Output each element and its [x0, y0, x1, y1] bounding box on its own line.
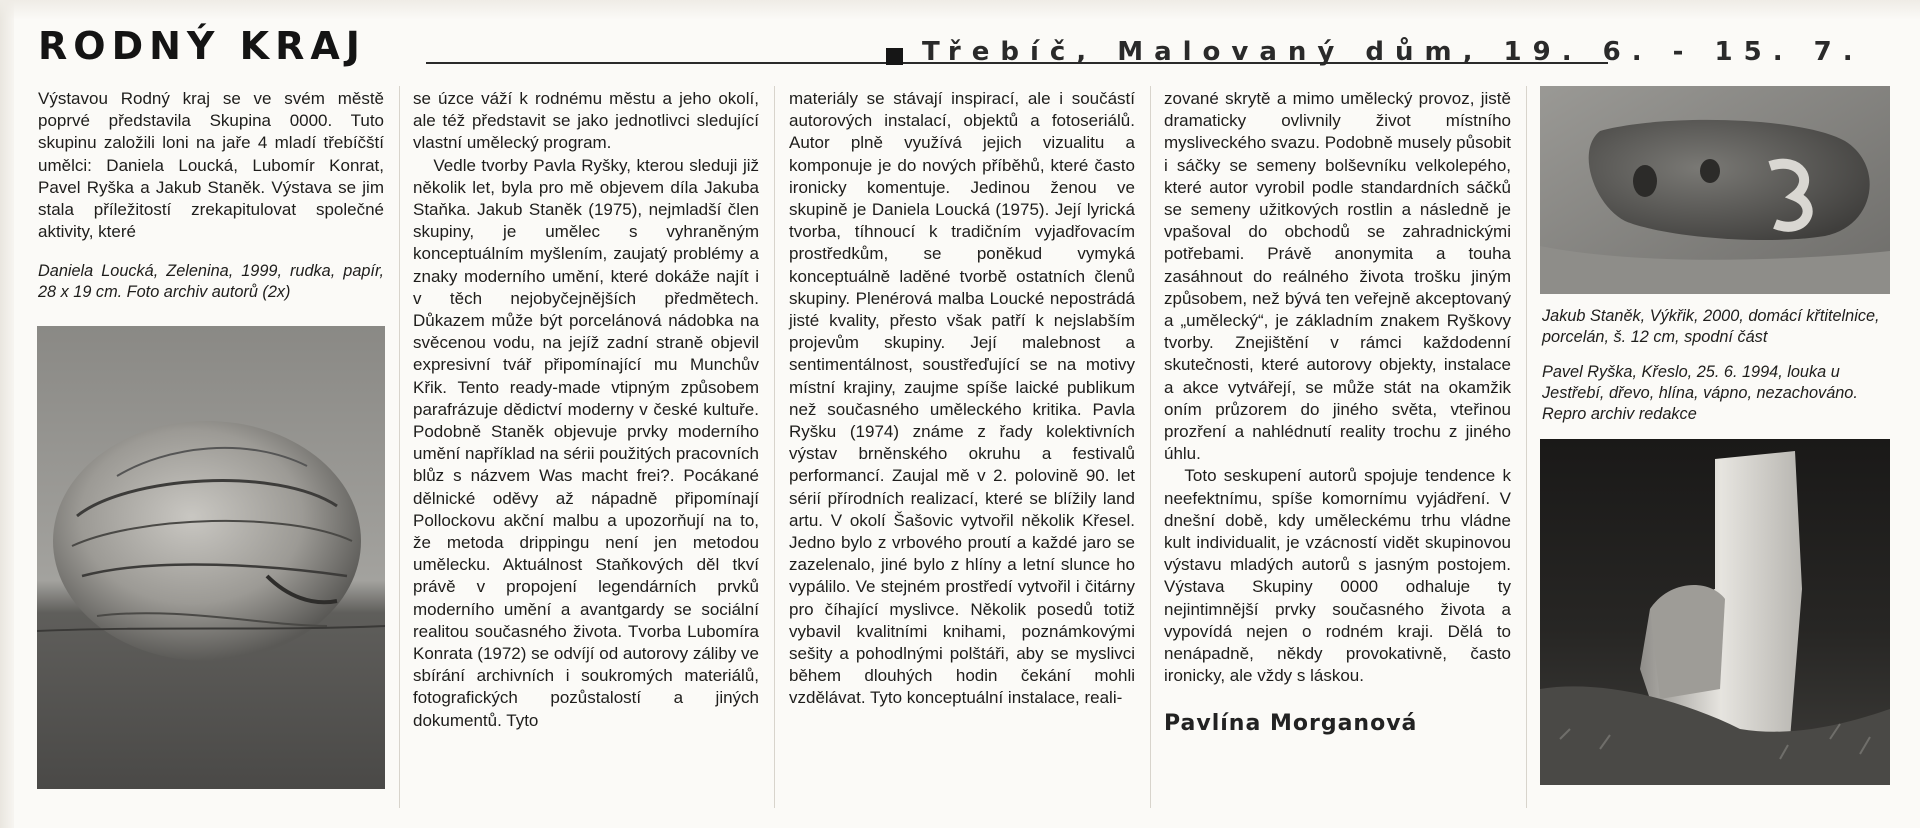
photo-3-caption: Pavel Ryška, Křeslo, 25. 6. 1994, louka u Jestřebí, dřevo, hlína, vápno, nezachováno. Repro archiv redakce: [1542, 363, 1858, 423]
column-divider: [1150, 86, 1151, 808]
paper-top-shadow: [0, 0, 1920, 20]
column-divider: [399, 86, 400, 808]
article-header: [38, 22, 1908, 74]
column-1: [38, 88, 384, 303]
photo-2-caption: Jakub Staněk, Výkřik, 2000, domácí křtitelnice, porcelán, š. 12 cm, spodní část: [1542, 307, 1880, 346]
paragraph: materiály se stávají inspirací, ale i součástí autorových instalací, objektů a fotoseriálů. Autor plně využívá jejich vizualitu a komponuje je do nových příběhů, které často ironicky komentuje. Jedinou ženou ve skupině je Daniela Loucká (1975). Její lyrická tvorba, tíhnoucí k tradičním vyjadřovacím prostředkům, se poněkud vymyká konceptuálně laděné tvorbě ostatních členů skupiny. Plenérová malba Loucké nepostrádá jisté kvality, přesto však patří k nejslabším projevům skupiny. Její malebnost a sentimentálnost, soustřeďující se na motivy místní krajiny, zaujme spíše laické publikum než současného uměleckého kritika. Pavla Ryšku (1974) známe z řady kolektivních výstav brněnského okruhu a festivalů performancí. Zaujal mě v 2. polovině 90. let sérií přírodních realizací, které se blížily land artu. V okolí Šašovic vytvořil několik Křesel. Jedno bylo z vrbového proutí a každé jaro se zazelenalo, jiné bylo z hlíny a letní slunce ho vypálilo. Ve stejném prostředí vytvořil i čitárny pro číhající myslivce. Několik posedů totiž vybavil kvalitními knihami, poznámkovými sešity a pohodlnými polštáři, aby se myslivci během dlouhých hodin čekání mohli vzdělávat. Tyto konceptuální instalace, reali-: [789, 89, 1135, 708]
paragraph: Vedle tvorby Pavla Ryšky, kterou sleduji již několik let, byla pro mě objevem díla Jakuba Staňka. Jakub Staněk (1975), nejmladší člen skupiny, je umělec s vyhraněným konceptuálním myšlením, zaujatý problémy a znaky moderního umění, které dokáže najít i v těch nejobyčejnějších předmětech. Důkazem může být porcelánová nádobka na svěcenou vodu, na jejíž zadní straně objevil expresivní tvář připomínající mu Munchův Křik. Tento ready-made vtipným způsobem parafrázuje dědictví moderny v české kultuře. Podobně Staněk objevuje prvky moderního umění například na sérii použitých pracovních blůz s názvem Was macht frei?. Pocákané dělnické oděvy až nápadně připomínají Pollockovu akční malbu a upozorňují na to, že metoda drippingu není jen metodou umělecku. Aktuálnost Staňkových děl tkví právě v propojení legendárních prvků moderního umění a avantgardy se sociální realitou současného života. Tvorba Lubomíra Konrata (1972) se odvíjí od autorovy záliby ve sbírání archivních i soukromých materiálů, fotografických pozůstalostí a jiných dokumentů. Tyto: [413, 155, 759, 730]
paragraph: Toto seskupení autorů spojuje tendence k neefektnímu, spíše komornímu vyjádření. V dnešní době, kdy uměleckému trhu vládne kult individualit, je vzácností vidět skupinovou výstavu mladých autorů s jasným postojem. Výstava Skupiny 0000 odhaluje ty nejintimnější prvky současného života a vypovídá nejen o rodném kraji. Dělá to nenápadně, někdy provokativně, často ironicky, ale vždy s láskou.: [1164, 466, 1511, 686]
column-3: [789, 88, 1135, 710]
photo-1-caption: Daniela Loucká, Zelenina, 1999, rudka, papír, 28 x 19 cm. Foto archiv autorů (2x): [38, 262, 384, 302]
event-info: Třebíč, Malovaný dům, 19. 6. - 15. 7.: [922, 37, 1864, 67]
paragraph: se úzce váží k rodnému městu a jeho okolí, ale též představit se jako jednotlivci sledující vlastní umělecký program.: [413, 89, 759, 153]
intro-paragraph: Výstavou Rodný kraj se ve svém městě poprvé představila Skupina 0000. Tuto skupinu založili loni na jaře 4 mladí třebíčští umělci: Daniela Loucká, Lubomír Konrat, Pavel Ryška a Jakub Staněk. Výstava se jim stala příležitostí zrekapitulovat společné aktivity, které: [38, 89, 384, 242]
column-divider: [1526, 86, 1527, 808]
author-name: Pavlína Morganová: [1164, 711, 1418, 737]
photo-zelenina: [37, 326, 385, 789]
paragraph: zované skrytě a mimo umělecký provoz, jistě dramaticky ovlivnily život místního mysliveckého svazu. Podobně musely působit i sáčky se semeny bolševníku velkolepého, které autor vyrobil podle standardních sáčků se semeny užitkových rostlin a následně je vpašoval do obchodů se zahradnickými potřebami. Právě anonymita a touha zasáhnout do reálného života trošku jiným způsobem, než bývá ten veřejně akceptovaný a „umělecký“, je základním znakem Ryškovy tvorby. Zneјištění v rámci každodenní skutečnosti, které autorovy objekty, instalace a akce vytvářejí, se může stát na okamžik oním průzorem do jiného světa, vteřinou prozření a nahlédnutí reality trochu z jiného úhlu.: [1164, 89, 1511, 464]
photo-vykrik: [1540, 86, 1890, 294]
article-title: RODNÝ KRAJ: [38, 24, 366, 68]
column-2: [413, 88, 759, 732]
column-divider: [774, 86, 775, 808]
photo-kreslo: [1540, 439, 1890, 785]
square-bullet-icon: [886, 48, 903, 65]
paper-edge: [0, 0, 14, 828]
column-4: [1164, 88, 1511, 736]
